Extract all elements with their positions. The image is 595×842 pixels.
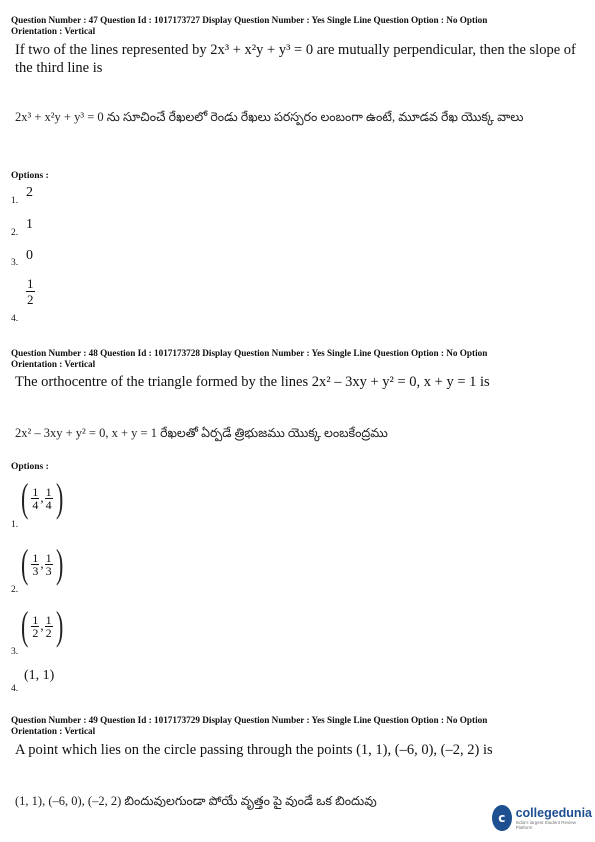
logo-tagline: India's largest Student Review Platform [515,820,576,830]
question-48-text-en: The orthocentre of the triangle formed by the lines 2x² – 3xy + y² = 0, x + y = 1 is [15,374,490,390]
option-number: 4. [11,314,19,324]
option-value: 2 [26,185,33,200]
question-meta-line: Question Number : 49 Question Id : 1017173729 Display Question Number : Yes Single Line Question Option : No Option [11,715,488,725]
question-48-meta [11,348,487,370]
question-49-meta [11,715,487,737]
logo-icon: c [492,805,512,831]
option-number: 3. [11,258,19,268]
option-value: 0 [26,248,33,263]
option-number: 1. [11,196,19,206]
orientation-label: Orientation : Vertical [11,359,96,369]
options-label: Options : [11,171,49,181]
option-value: 1 [26,217,33,232]
question-49-text-en: A point which lies on the circle passing through the points (1, 1), (–6, 0), (–2, 2) is [15,742,493,758]
option-pair: ( $\frac{1}{3}$ , $\frac{1}{3}$ ) [20,541,63,586]
option-pair: ( $\frac{1}{2}$ , $\frac{1}{2}$ ) [20,603,63,648]
orientation-label: Orientation : Vertical [11,26,96,36]
option-number: 1. [11,520,19,530]
question-meta-line: Question Number : 47 Question Id : 1017173727 Display Question Number : Yes Single Line Question Option : No Option [11,15,488,25]
collegedunia-logo [492,800,592,836]
options-label: Options : [11,462,49,472]
logo-name: collegedunia [515,806,592,820]
question-47-text-te: 2x³ + x²y + y³ = 0 ను సూచించే రేఖలలో రెండు రేఖలు పరస్పరం లంబంగా ఉంటే, మూడవ రేఖ యొక్క వాలు [15,110,524,124]
question-47-text-en: If two of the lines represented by 2x³ + x²y + y³ = 0 are mutually perpendicular, then the slope of the third line is [15,42,576,76]
option-value: (1, 1) [24,668,55,683]
question-49-text-te: (1, 1), (–6, 0), (–2, 2) బిందువులగుండా పోయే వృత్తం పై వుండే ఒక బిందువు [15,794,377,808]
option-number: 3. [11,647,19,657]
fraction-denominator: 2 [27,292,34,307]
option-number: 2. [11,585,19,595]
question-48-text-te: 2x² – 3xy + y² = 0, x + y = 1 రేఖలతో ఏర్పడే త్రిభుజము యొక్క లంబకేంద్రము [15,426,388,440]
question-47-meta [11,15,487,37]
option-fraction [26,276,35,307]
orientation-label: Orientation : Vertical [11,726,96,736]
option-number: 4. [11,684,19,694]
option-pair: ( $\frac{1}{4}$ , $\frac{1}{4}$ ) [20,475,63,520]
fraction-numerator: 1 [27,276,34,291]
option-number: 2. [11,228,19,238]
question-meta-line: Question Number : 48 Question Id : 1017173728 Display Question Number : Yes Single Line Question Option : No Option [11,348,488,358]
